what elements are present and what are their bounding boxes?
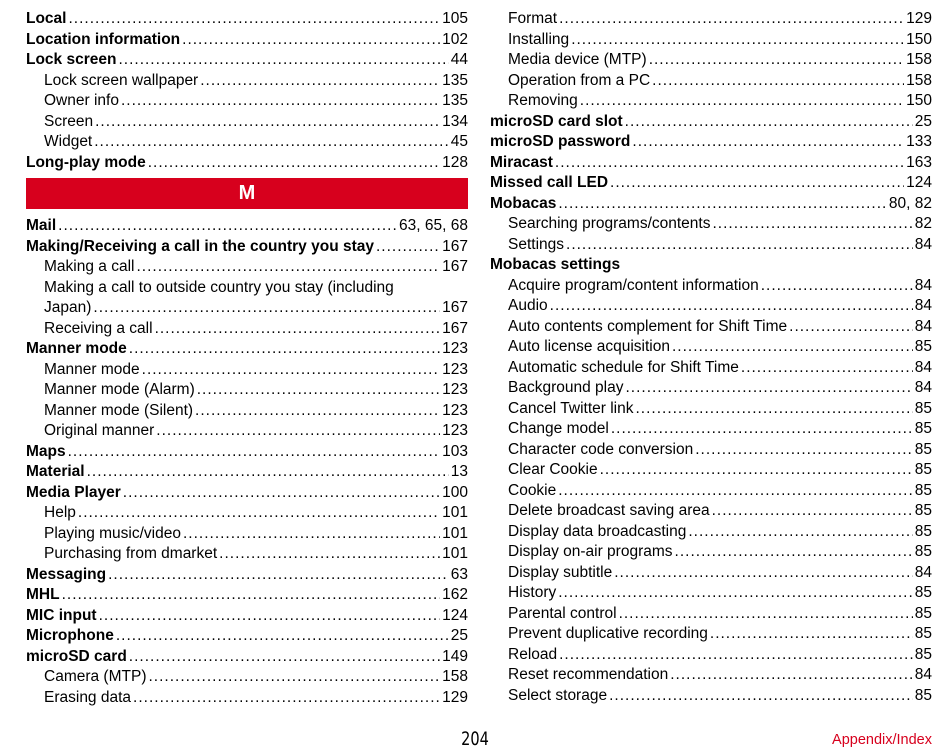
- page-reference: 44: [450, 51, 468, 68]
- index-entry: [490, 296, 932, 317]
- page-reference: 25: [450, 627, 468, 644]
- dot-leader: [93, 298, 440, 319]
- index-term: Auto contents complement for Shift Time: [508, 317, 788, 335]
- index-term: Automatic schedule for Shift Time: [508, 358, 739, 376]
- index-term: Audio: [508, 297, 548, 314]
- index-term: Lock screen: [26, 51, 117, 68]
- page-reference: 129: [906, 10, 932, 27]
- page-reference: 149: [442, 647, 468, 665]
- index-group-m-continued: [490, 9, 932, 706]
- index-term: Playing music/video: [44, 524, 181, 542]
- index-term: Cookie: [508, 481, 557, 499]
- dot-leader: [625, 112, 913, 133]
- page-reference: 84: [914, 276, 932, 294]
- page-reference: 84: [914, 379, 932, 396]
- page-reference: 134: [442, 112, 468, 130]
- dot-leader: [675, 542, 913, 563]
- page-reference: 133: [906, 133, 932, 150]
- section-letter: M: [238, 182, 256, 204]
- index-entry: [490, 276, 932, 297]
- index-term: Original manner: [44, 422, 155, 439]
- dot-leader: [710, 624, 913, 645]
- index-term: Location information: [26, 30, 181, 48]
- index-entry: [490, 665, 932, 686]
- index-term: Reload: [508, 645, 558, 663]
- dot-leader: [789, 317, 913, 338]
- page-reference: 123: [442, 381, 468, 398]
- index-term: Acquire program/content information: [508, 276, 759, 294]
- index-entry: [490, 214, 932, 235]
- page-reference: 167: [442, 319, 468, 337]
- index-entry: [490, 132, 932, 153]
- index-entry: [26, 216, 468, 237]
- index-entry: [26, 71, 468, 92]
- index-term: Mobacas settings: [490, 256, 621, 273]
- index-entry: [26, 442, 468, 463]
- page-reference: 150: [906, 30, 932, 48]
- index-entry: [26, 626, 468, 647]
- index-term: Media device (MTP): [508, 51, 647, 68]
- index-term: Miracast: [490, 153, 553, 171]
- dot-leader: [555, 153, 904, 174]
- dot-leader: [558, 481, 913, 502]
- dot-leader: [695, 440, 913, 461]
- dot-leader: [619, 604, 913, 625]
- dot-leader: [94, 132, 449, 153]
- page-reference: 129: [442, 688, 468, 706]
- index-term: Manner mode (Silent): [44, 401, 194, 419]
- index-entry: [26, 153, 468, 174]
- index-entry: [490, 542, 932, 563]
- dot-leader: [635, 399, 912, 420]
- dot-leader: [580, 91, 904, 112]
- index-entry: [490, 501, 932, 522]
- index-entry: [490, 9, 932, 30]
- index-entry: [490, 419, 932, 440]
- dot-leader: [376, 237, 440, 258]
- index-entry: [490, 153, 932, 174]
- page-reference: 84: [914, 235, 932, 253]
- index-term: Purchasing from dmarket: [44, 545, 218, 562]
- page-reference: 158: [906, 71, 932, 89]
- dot-leader: [68, 442, 441, 463]
- index-entry: [26, 50, 468, 71]
- section-header-m: [26, 178, 468, 209]
- index-entry: [490, 358, 932, 379]
- dot-leader: [610, 173, 904, 194]
- index-entry: [26, 606, 468, 627]
- index-term: Display on-air programs: [508, 543, 673, 560]
- index-term: Screen: [44, 112, 94, 130]
- index-term: Parental control: [508, 604, 617, 622]
- index-term: Receiving a call: [44, 319, 153, 337]
- dot-leader: [99, 606, 441, 627]
- index-entry: [26, 9, 468, 30]
- dot-leader: [195, 401, 440, 422]
- page-reference: 135: [442, 92, 468, 109]
- index-entry: [490, 399, 932, 420]
- index-entry: [26, 503, 468, 524]
- dot-leader: [558, 194, 887, 215]
- dot-leader: [761, 276, 913, 297]
- index-group-m: [26, 216, 468, 708]
- page-reference: 84: [914, 358, 932, 376]
- index-entry: [26, 257, 468, 278]
- dot-leader: [712, 501, 913, 522]
- index-term: Erasing data: [44, 688, 132, 706]
- index-entry: [490, 112, 932, 133]
- index-term: Microphone: [26, 627, 114, 644]
- index-entry: [26, 278, 468, 299]
- index-term: Removing: [508, 92, 578, 109]
- index-term: Help: [44, 504, 76, 521]
- dot-leader: [741, 358, 913, 379]
- section-label: Appendix/Index: [832, 732, 932, 748]
- index-term: microSD password: [490, 133, 631, 150]
- index-column-right: [490, 9, 932, 706]
- index-term: MHL: [26, 586, 60, 603]
- index-term: Character code conversion: [508, 440, 694, 458]
- index-term: Widget: [44, 133, 93, 150]
- dot-leader: [571, 30, 904, 51]
- index-entry: [26, 112, 468, 133]
- index-entry: [490, 686, 932, 707]
- index-term: Format: [508, 10, 558, 27]
- index-term: Making/Receiving a call in the country you stay: [26, 237, 374, 255]
- dot-leader: [121, 91, 440, 112]
- index-entry: [26, 237, 468, 258]
- dot-leader: [95, 112, 440, 133]
- page-reference: 100: [442, 483, 468, 501]
- index-term: Material: [26, 463, 85, 480]
- index-term: Display subtitle: [508, 563, 613, 581]
- index-entry: [26, 380, 468, 401]
- page-reference: 128: [442, 153, 468, 171]
- index-term: microSD card slot: [490, 112, 623, 130]
- dot-leader: [550, 296, 913, 317]
- page-reference: 85: [914, 338, 932, 355]
- page-reference: 162: [442, 586, 468, 603]
- page-reference: 158: [442, 668, 468, 685]
- index-term: Long-play mode: [26, 153, 146, 171]
- index-entry: [26, 401, 468, 422]
- page-reference: 158: [906, 51, 932, 68]
- index-entry: [26, 544, 468, 565]
- page-reference: 84: [914, 563, 932, 581]
- index-term: Prevent duplicative recording: [508, 625, 708, 642]
- index-term: Media Player: [26, 483, 121, 501]
- dot-leader: [183, 524, 440, 545]
- index-term: Settings: [508, 235, 565, 253]
- page-reference: 25: [914, 112, 932, 130]
- index-term: Reset recommendation: [508, 666, 669, 683]
- index-term: Clear Cookie: [508, 461, 598, 478]
- dot-leader: [78, 503, 440, 524]
- index-entry: [490, 173, 932, 194]
- index-entry: [490, 440, 932, 461]
- page-reference: 85: [914, 543, 932, 560]
- dot-leader: [712, 214, 912, 235]
- dot-leader: [614, 563, 913, 584]
- page-reference: 103: [442, 442, 468, 460]
- page-reference: 135: [442, 71, 468, 89]
- index-entry: [26, 462, 468, 483]
- index-entry: [490, 563, 932, 584]
- dot-leader: [625, 378, 912, 399]
- dot-leader: [116, 626, 449, 647]
- index-term: Missed call LED: [490, 174, 609, 191]
- index-entry: [490, 460, 932, 481]
- index-entry: [490, 30, 932, 51]
- dot-leader: [566, 235, 913, 256]
- index-entry: [26, 30, 468, 51]
- index-entry: [26, 298, 468, 319]
- index-entry: [26, 667, 468, 688]
- index-entry: [490, 235, 932, 256]
- dot-leader: [129, 339, 440, 360]
- index-term: Change model: [508, 420, 609, 437]
- index-term: Background play: [508, 379, 624, 396]
- page-reference: 85: [914, 502, 932, 519]
- dot-leader: [129, 647, 440, 668]
- page-reference: 85: [914, 440, 932, 458]
- page-reference: 167: [442, 237, 468, 255]
- dot-leader: [68, 9, 440, 30]
- index-term: Manner mode (Alarm): [44, 381, 195, 398]
- dot-leader: [155, 319, 441, 340]
- index-entry: [490, 583, 932, 604]
- index-term: Display data broadcasting: [508, 522, 687, 540]
- index-term: Mail: [26, 217, 57, 234]
- dot-leader: [672, 337, 913, 358]
- dot-leader: [652, 71, 904, 92]
- dot-leader: [58, 216, 397, 237]
- page-reference: 102: [442, 30, 468, 48]
- dot-leader: [87, 462, 449, 483]
- dot-leader: [108, 565, 449, 586]
- index-term: Messaging: [26, 565, 107, 583]
- page-reference: 101: [442, 504, 468, 521]
- index-term: Installing: [508, 30, 570, 48]
- index-term: Making a call to outside country you stay (including: [44, 278, 394, 296]
- index-entry: [26, 524, 468, 545]
- page-reference: 85: [914, 461, 932, 478]
- index-term: Operation from a PC: [508, 71, 651, 89]
- page-reference: 85: [914, 522, 932, 540]
- page-reference: 124: [906, 174, 932, 191]
- page-reference: 123: [442, 422, 468, 439]
- index-term: Making a call: [44, 258, 135, 275]
- dot-leader: [123, 483, 440, 504]
- dot-leader: [136, 257, 440, 278]
- page-reference: 101: [442, 545, 468, 562]
- index-entry: [26, 647, 468, 668]
- dot-leader: [182, 30, 440, 51]
- index-term: Auto license acquisition: [508, 338, 670, 355]
- index-term: Searching programs/contents: [508, 215, 711, 232]
- dot-leader: [611, 419, 913, 440]
- index-entry: [26, 688, 468, 709]
- page-number: 204: [461, 728, 489, 750]
- index-entry: [26, 565, 468, 586]
- page-reference: 80, 82: [888, 194, 932, 212]
- index-entry: [490, 91, 932, 112]
- dot-leader: [118, 50, 448, 71]
- index-term: Select storage: [508, 686, 608, 704]
- dot-leader: [148, 667, 440, 688]
- page-reference: 85: [914, 584, 932, 601]
- index-term: Maps: [26, 442, 66, 460]
- page-reference: 150: [906, 92, 932, 109]
- index-term: MIC input: [26, 606, 97, 624]
- index-entry: [490, 604, 932, 625]
- dot-leader: [219, 544, 440, 565]
- page-reference: 82: [914, 215, 932, 232]
- index-term: History: [508, 584, 557, 601]
- dot-leader: [688, 522, 912, 543]
- index-term: microSD card: [26, 647, 127, 665]
- index-term: Mobacas: [490, 194, 557, 212]
- index-entry: [490, 624, 932, 645]
- page-reference: 85: [914, 625, 932, 642]
- index-group-l: [26, 9, 468, 173]
- index-entry: [490, 481, 932, 502]
- dot-leader: [142, 360, 440, 381]
- page-reference: 84: [914, 297, 932, 314]
- dot-leader: [649, 50, 904, 71]
- page-reference: 63: [450, 565, 468, 583]
- index-entry: [490, 71, 932, 92]
- index-entry: [26, 483, 468, 504]
- index-term: Manner mode: [26, 340, 127, 357]
- page-reference: 123: [442, 360, 468, 378]
- index-term: Owner info: [44, 92, 119, 109]
- index-entry: [26, 339, 468, 360]
- dot-leader: [670, 665, 913, 686]
- dot-leader: [200, 71, 440, 92]
- dot-leader: [559, 645, 913, 666]
- index-term: Delete broadcast saving area: [508, 502, 710, 519]
- dot-leader: [133, 688, 440, 709]
- index-column-left: [26, 9, 468, 708]
- page-reference: 84: [914, 317, 932, 335]
- page-reference: 105: [442, 10, 468, 27]
- page-reference: 85: [914, 399, 932, 417]
- index-entry: [490, 337, 932, 358]
- index-entry: [26, 360, 468, 381]
- index-entry: [26, 132, 468, 153]
- dot-leader: [609, 686, 913, 707]
- page-reference: 163: [906, 153, 932, 171]
- dot-leader: [197, 380, 440, 401]
- dot-leader: [62, 585, 441, 606]
- page-reference: 13: [450, 463, 468, 480]
- page-reference: 85: [914, 604, 932, 622]
- index-entry: [490, 522, 932, 543]
- page-reference: 85: [914, 686, 932, 704]
- dot-leader: [632, 132, 904, 153]
- page-reference: 101: [442, 524, 468, 542]
- page-reference: 124: [442, 606, 468, 624]
- index-term: Cancel Twitter link: [508, 399, 634, 417]
- page-reference: 85: [914, 481, 932, 499]
- index-entry: [490, 50, 932, 71]
- index-term: Camera (MTP): [44, 668, 147, 685]
- index-term: Japan): [44, 299, 92, 316]
- page-reference: 85: [914, 420, 932, 437]
- dot-leader: [558, 583, 913, 604]
- page-reference: 123: [442, 340, 468, 357]
- page-reference: 63, 65, 68: [399, 217, 468, 234]
- page-reference: 167: [442, 258, 468, 275]
- index-entry: [490, 255, 932, 276]
- index-term: Local: [26, 10, 67, 27]
- page-reference: 167: [442, 299, 468, 316]
- index-entry: [26, 319, 468, 340]
- index-term: Lock screen wallpaper: [44, 71, 199, 89]
- page-reference: 84: [914, 666, 932, 683]
- index-entry: [490, 317, 932, 338]
- index-entry: [26, 91, 468, 112]
- index-entry: [26, 421, 468, 442]
- page-reference: 45: [450, 133, 468, 150]
- dot-leader: [600, 460, 913, 481]
- dot-leader: [148, 153, 440, 174]
- index-entry: [26, 585, 468, 606]
- index-entry: [490, 378, 932, 399]
- dot-leader: [559, 9, 904, 30]
- page-reference: 123: [442, 401, 468, 419]
- dot-leader: [156, 421, 440, 442]
- index-entry: [490, 645, 932, 666]
- index-entry: [490, 194, 932, 215]
- index-term: Manner mode: [44, 360, 140, 378]
- page-reference: 85: [914, 645, 932, 663]
